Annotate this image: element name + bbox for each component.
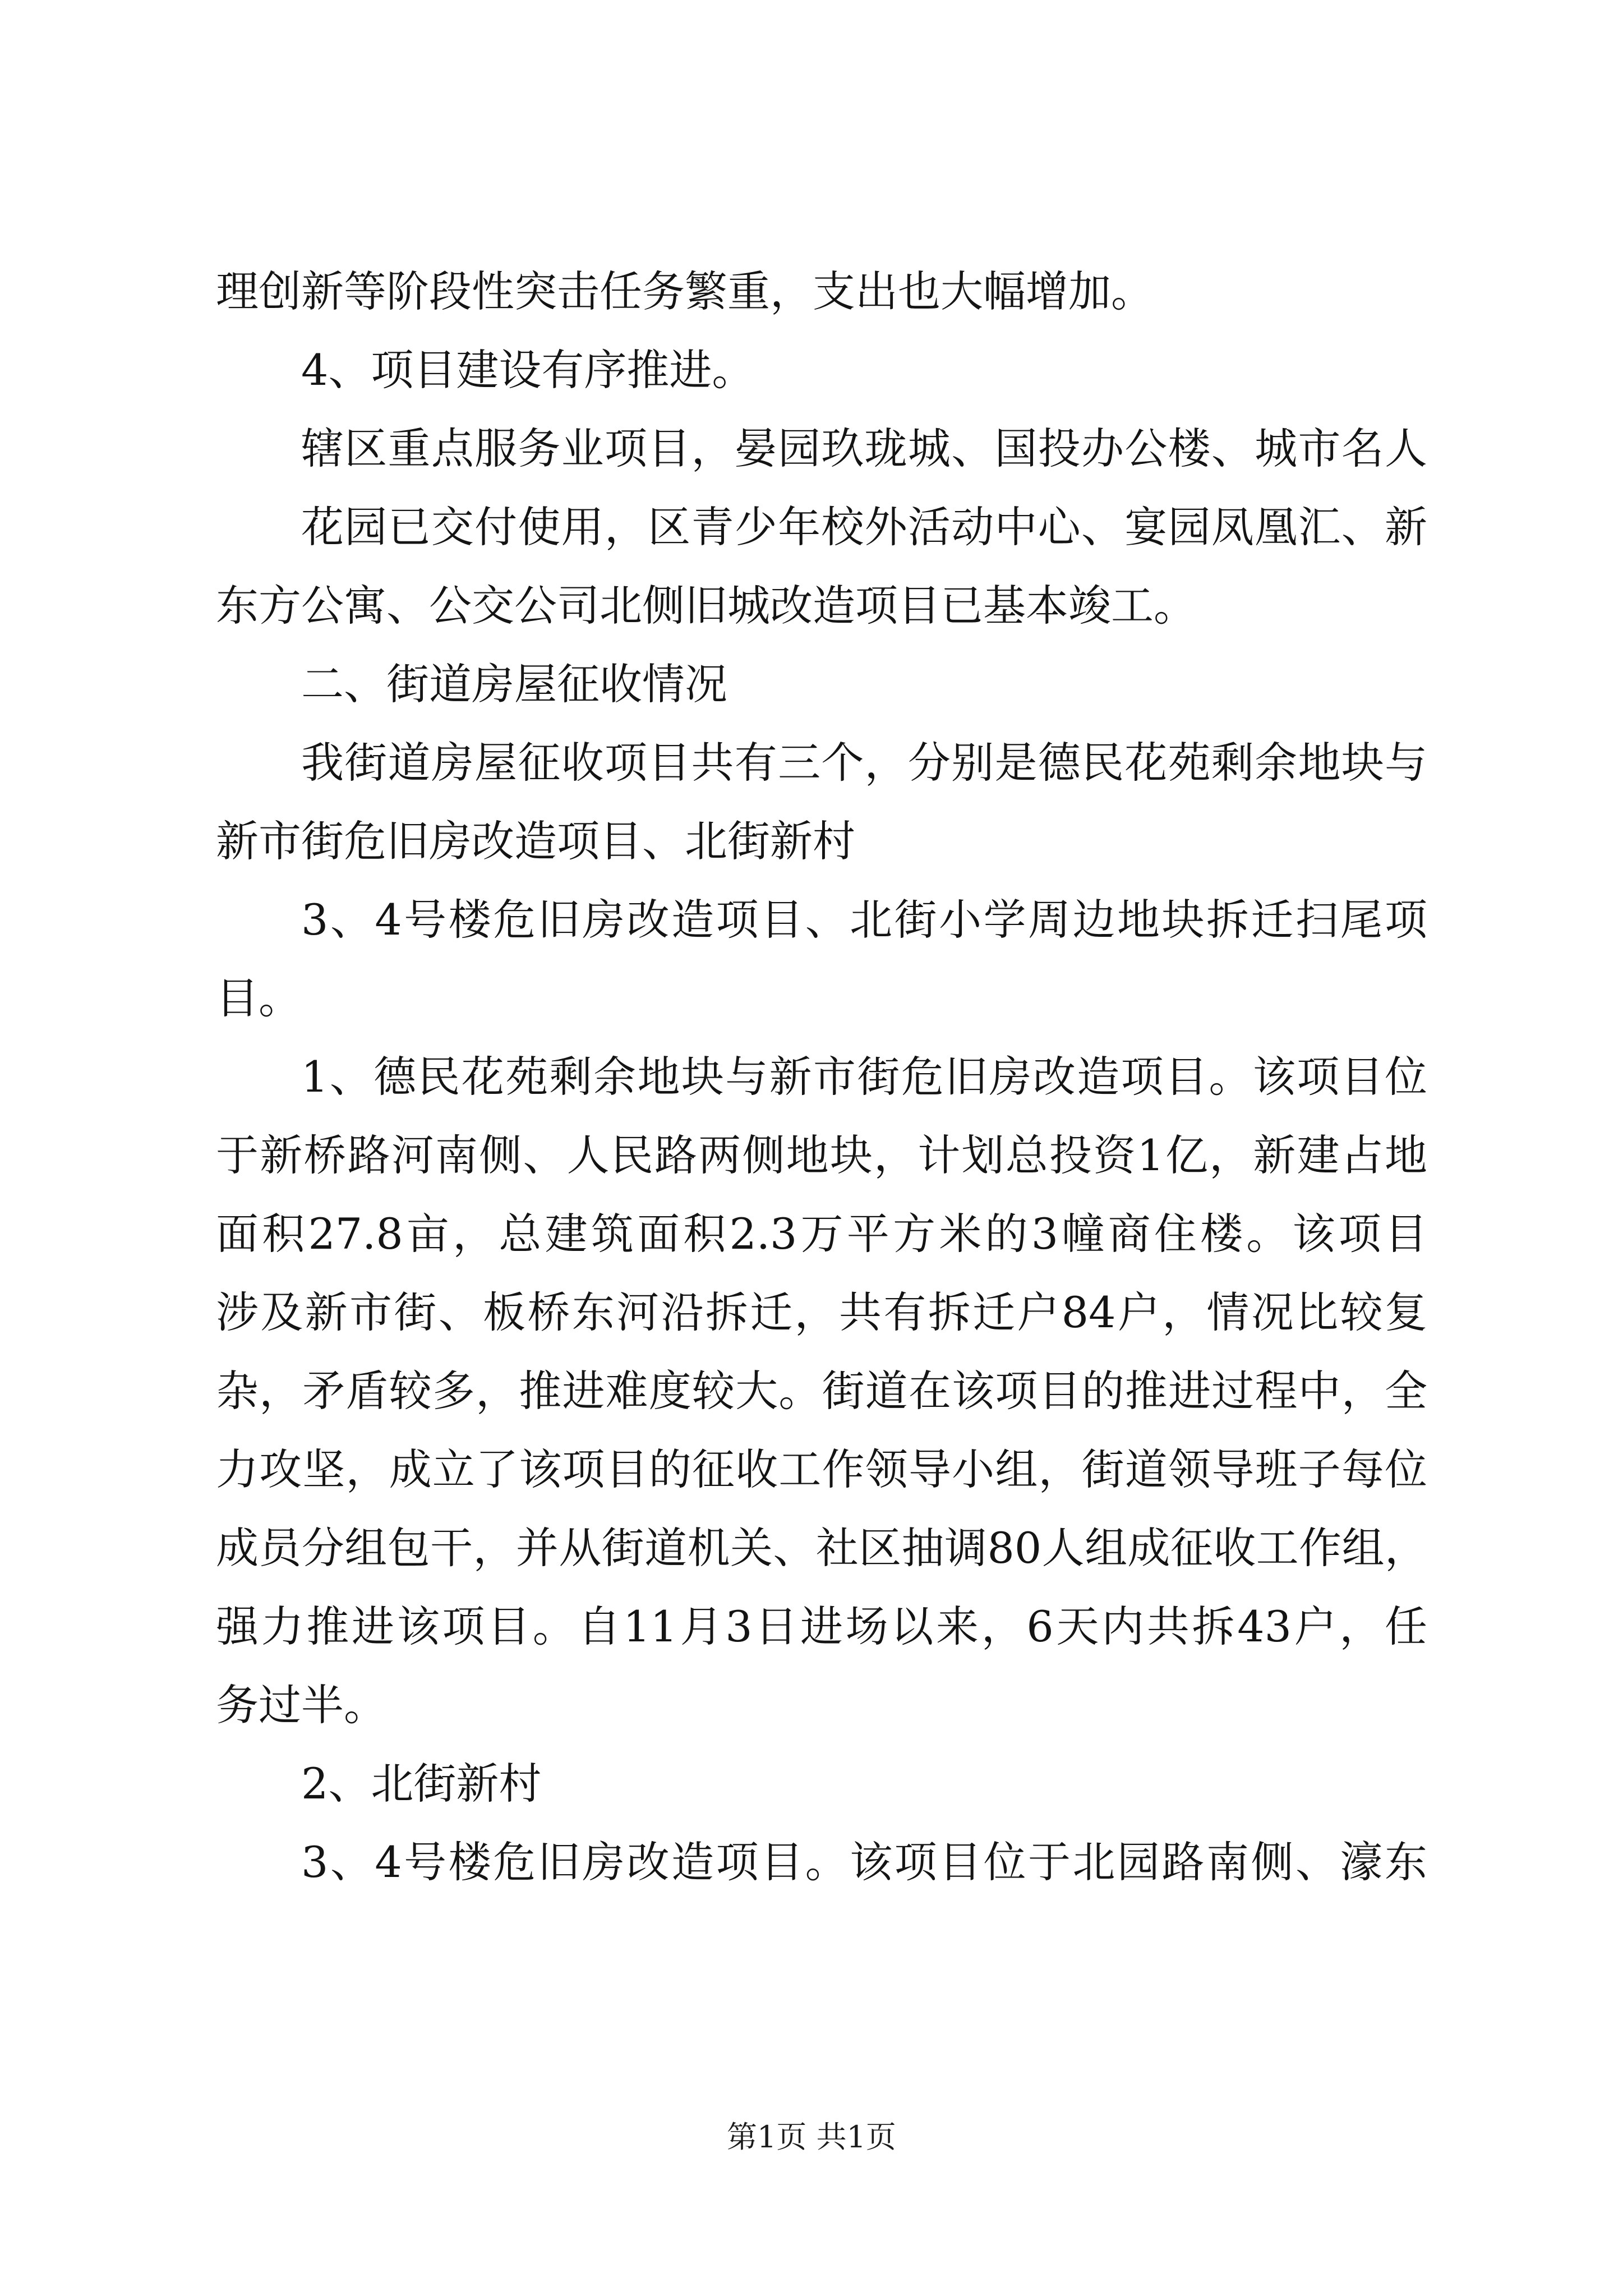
text-line: 3、4号楼危旧房改造项目。该项目位于北园路南侧、濠东 (301, 1837, 1427, 1887)
text-line: 务过半。 (216, 1680, 386, 1730)
text-line: 强力推进该项目。自11月3日进场以来，6天内共拆43户，任 (216, 1602, 1427, 1651)
text-line: 新市街危旧房改造项目、北街新村 (216, 816, 855, 866)
text-line: 力攻坚，成立了该项目的征收工作领导小组，街道领导班子每位 (216, 1444, 1427, 1494)
text-line: 3、4号楼危旧房改造项目、北街小学周边地块拆迁扫尾项 (301, 895, 1427, 945)
text-line: 4、项目建设有序推进。 (301, 345, 755, 395)
text-line: 面积27.8亩，总建筑面积2.3万平方米的3幢商住楼。该项目 (216, 1209, 1427, 1259)
text-line: 杂，矛盾较多，推进难度较大。街道在该项目的推进过程中，全 (216, 1366, 1427, 1416)
text-line: 目。 (216, 973, 301, 1023)
text-line: 我街道房屋征收项目共有三个，分别是德民花苑剩余地块与 (301, 738, 1427, 788)
text-line: 2、北街新村 (301, 1759, 542, 1809)
page-footer: 第1页 共1页 (727, 2119, 896, 2155)
text-line: 于新桥路河南侧、人民路两侧地块，计划总投资1亿，新建占地 (216, 1130, 1427, 1180)
body-text (216, 252, 1427, 1902)
text-line: 花园已交付使用，区青少年校外活动中心、宴园凤凰汇、新 (301, 502, 1427, 552)
text-line: 涉及新市街、板桥东河沿拆迁，共有拆迁户84户，情况比较复 (216, 1287, 1427, 1337)
text-line: 理创新等阶段性突击任务繁重，支出也大幅增加。 (216, 266, 1154, 316)
text-line: 1、德民花苑剩余地块与新市街危旧房改造项目。该项目位 (301, 1052, 1427, 1102)
text-line: 东方公寓、公交公司北侧旧城改造项目已基本竣工。 (216, 581, 1196, 631)
text-line: 成员分组包干，并从街道机关、社区抽调80人组成征收工作组， (216, 1523, 1427, 1573)
text-line: 辖区重点服务业项目，晏园玖珑城、国投办公楼、城市名人 (301, 424, 1427, 473)
section-heading: 二、街道房屋征收情况 (301, 659, 727, 709)
